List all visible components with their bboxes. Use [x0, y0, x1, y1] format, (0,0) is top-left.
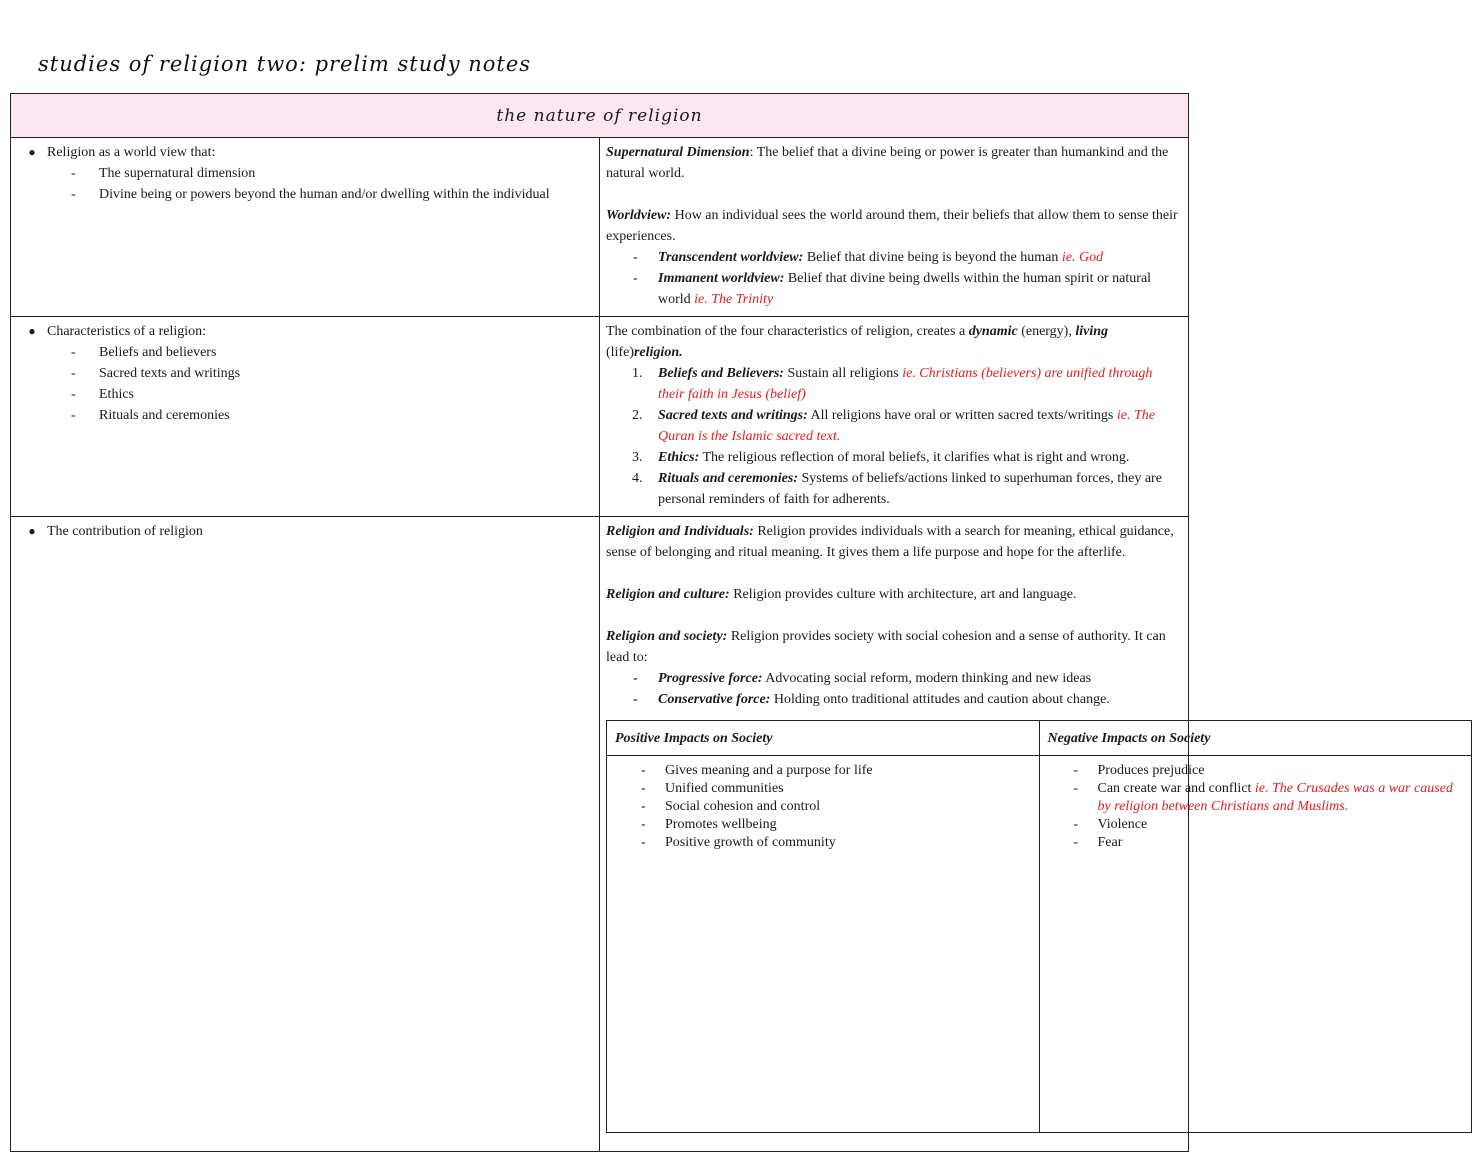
list-number: 3. [632, 450, 643, 465]
term: religion. [633, 345, 683, 360]
term: Transcendent worldview: [658, 250, 804, 265]
sub-list [17, 163, 591, 205]
negative-impacts-header: Negative Impacts on Society [1039, 721, 1472, 756]
term: Worldview: [606, 208, 672, 223]
right-cell [600, 317, 1189, 517]
list-item: - Rituals and ceremonies [99, 405, 591, 426]
paragraph [606, 205, 1178, 247]
left-cell [11, 517, 600, 1152]
term: Conservative force: [658, 692, 771, 707]
list-item [1098, 780, 1464, 816]
list-item: - Unified communities [665, 780, 1031, 798]
table-header: the nature of religion [11, 94, 1189, 138]
bullet-text: Characteristics of a religion: [47, 324, 206, 339]
text: Religion provides culture with architecture, art and language. [729, 587, 1077, 602]
list-number: 1. [632, 366, 643, 381]
list-item: - Positive growth of community [665, 834, 1031, 852]
impacts-table [606, 720, 1472, 1133]
text: Holding onto traditional attitudes and caution about change. [770, 692, 1110, 707]
negative-impacts-list [1040, 762, 1464, 852]
list-item [632, 405, 1178, 447]
positive-impacts-header: Positive Impacts on Society [607, 721, 1040, 756]
example-text: ie. The Quran is the Islamic sacred text. [658, 408, 1155, 444]
example-text: ie. God [1061, 250, 1104, 265]
list-number: 2. [632, 408, 643, 423]
bullet-text: The contribution of religion [47, 524, 203, 539]
left-cell [11, 317, 600, 517]
text: All religions have oral or written sacred texts/writings [807, 408, 1117, 423]
list-item: - Social cohesion and control [665, 798, 1031, 816]
list-item [658, 689, 1178, 710]
term: Rituals and ceremonies: [658, 471, 799, 486]
numbered-list [606, 363, 1178, 510]
document-title: studies of religion two: prelim study notes [38, 52, 532, 76]
paragraph [606, 584, 1178, 605]
list-item [658, 668, 1178, 689]
list-item: - The supernatural dimension [99, 163, 591, 184]
dash-list [606, 668, 1178, 710]
text: How an individual sees the world around them, their beliefs that allow them to sense their experiences. [606, 208, 1178, 244]
list-item: - Ethics [99, 384, 591, 405]
text: Sustain all religions [783, 366, 903, 381]
text: Belief that divine being dwells within the human spirit or natural world [658, 271, 1152, 307]
list-item [632, 447, 1178, 468]
term: living [1075, 324, 1109, 339]
text: Systems of beliefs/actions linked to superhuman forces, they are personal reminders of faith for adherents. [658, 471, 1162, 507]
negative-impacts-cell [1039, 756, 1472, 1133]
table-row [11, 517, 1189, 1152]
text: Produces prejudice [1097, 763, 1205, 778]
text: : The belief that a divine being or power is greater than humankind and the natural world. [606, 145, 1169, 181]
list-item [632, 363, 1178, 405]
list-item: - Divine being or powers beyond the human and/or dwelling within the individual [99, 184, 591, 205]
list-item [1098, 834, 1464, 852]
bullet-icon: ● [28, 524, 36, 538]
positive-impacts-list [607, 762, 1031, 852]
term: Ethics: [658, 450, 700, 465]
text: Violence [1097, 817, 1148, 832]
term: Progressive force: [658, 671, 763, 686]
list-item [658, 268, 1178, 310]
dash-list [606, 247, 1178, 310]
bullet-icon: ● [28, 324, 36, 338]
list-item: - Gives meaning and a purpose for life [665, 762, 1031, 780]
term: Supernatural Dimension [606, 145, 750, 160]
list-item [658, 247, 1178, 268]
text: (energy), [1017, 324, 1076, 339]
table-row [11, 317, 1189, 517]
list-item: - Sacred texts and writings [99, 363, 591, 384]
paragraph [606, 321, 1178, 363]
example-text: ie. The Crusades was a war caused by religion between Christians and Muslims. [1097, 781, 1453, 814]
list-item [1098, 762, 1464, 780]
term: Immanent worldview: [658, 271, 785, 286]
right-cell [600, 138, 1189, 317]
list-item [632, 468, 1178, 510]
list-number: 4. [632, 471, 643, 486]
bullet-icon: ● [28, 145, 36, 159]
paragraph [606, 142, 1178, 184]
text: (life) [606, 345, 634, 360]
left-cell [11, 138, 600, 317]
text: Advocating social reform, modern thinking and new ideas [762, 671, 1092, 686]
positive-impacts-cell [607, 756, 1040, 1133]
right-cell [600, 517, 1453, 1152]
term: Beliefs and Believers: [658, 366, 784, 381]
term: Religion and culture: [606, 587, 730, 602]
paragraph [606, 626, 1178, 668]
example-text: ie. The Trinity [694, 292, 774, 307]
example-text: ie. Christians (believers) are unified through their faith in Jesus (belief) [658, 366, 1153, 402]
text: Religion provides individuals with a search for meaning, ethical guidance, sense of belonging and ritual meaning. It gives them a life purpose and hope for the afterlife. [606, 524, 1174, 560]
term: Religion and Individuals: [606, 524, 754, 539]
sub-list [17, 342, 591, 426]
list-item: - Beliefs and believers [99, 342, 591, 363]
paragraph [606, 521, 1178, 563]
table-row [11, 138, 1189, 317]
text: The combination of the four characteristics of religion, creates a [606, 324, 969, 339]
bullet-text: Religion as a world view that: [47, 145, 216, 160]
list-item [1098, 816, 1464, 834]
text: Religion provides society with social cohesion and a sense of authority. It can lead to: [606, 629, 1166, 665]
term: dynamic [968, 324, 1018, 339]
text: The religious reflection of moral beliefs, it clarifies what is right and wrong. [699, 450, 1130, 465]
term: Sacred texts and writings: [658, 408, 808, 423]
term: Religion and society: [606, 629, 728, 644]
text: Can create war and conflict [1097, 781, 1255, 796]
notes-table [10, 93, 1453, 1152]
text: Fear [1097, 835, 1123, 850]
text: Belief that divine being is beyond the human [803, 250, 1062, 265]
list-item: - Promotes wellbeing [665, 816, 1031, 834]
